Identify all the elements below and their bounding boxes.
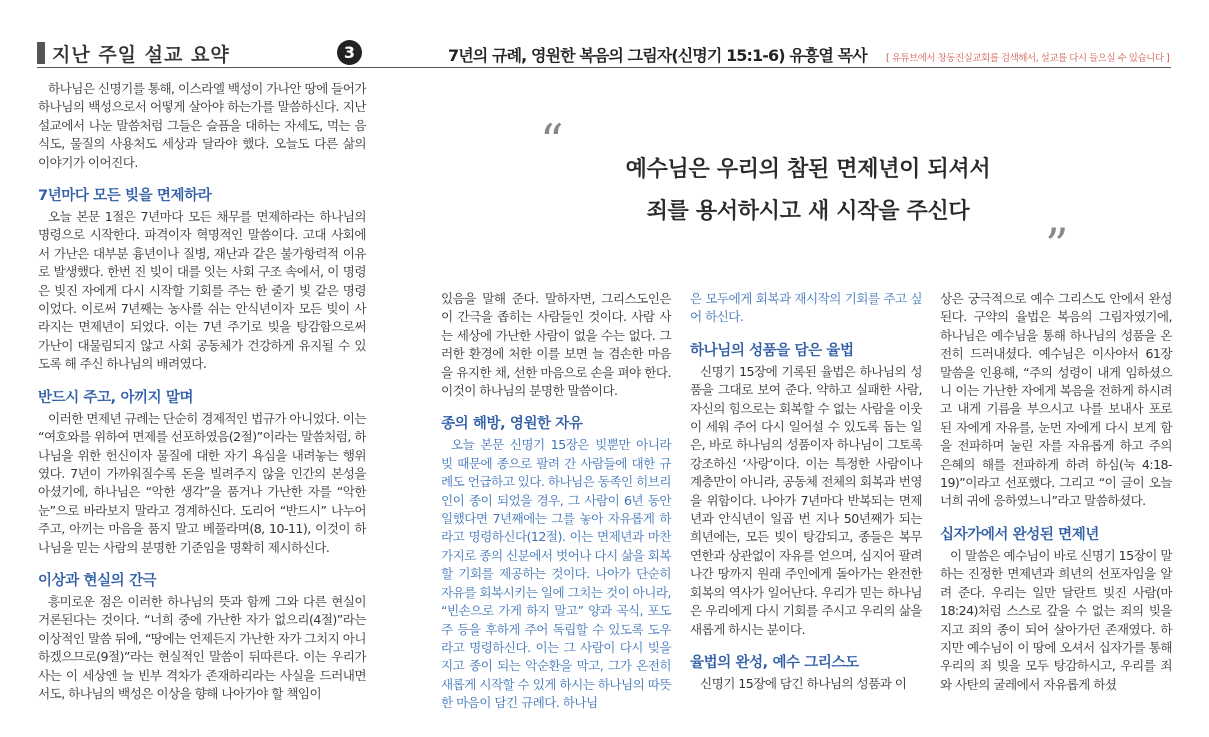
- youtube-note: [ 유튜브에서 창동진실교회를 검색해서, 설교를 다시 들으실 수 있습니다 ]: [886, 53, 1170, 64]
- open-quote-icon: “: [540, 114, 564, 168]
- heading-law-fulfilled: 율법의 완성, 예수 그리스도: [690, 654, 859, 671]
- page-header: [0, 0, 1209, 68]
- paragraph: 이 말씀은 예수님이 바로 신명기 15장이 말하는 진정한 면제년과 희년의 선포자임을 알려 준다. 우리는 일만 달란트 빚진 사람(마 18:24)처럼 스스로 갚을 수 없는 죄의 빚을 지고 죄의 종이 되어 살아가던 존재였다. 하지만 예수님이 이 땅에 오셔서 십자가를 통해 우리의 죄 빚을 모두 탕감하시고, 우리를 죄와 사탄의 굴레에서 자유롭게 하셨: [940, 547, 1172, 692]
- column-3: [690, 290, 922, 693]
- paragraph: 상은 궁극적으로 예수 그리스도 안에서 완성된다. 구약의 율법은 복음의 그림자였기에, 하나님은 예수님을 통해 하나님의 성품을 온전히 드러내셨다. 예수님은 이사야서 61장 말씀을 인용해, “주의 성령이 내게 임하셨으니 이는 가난한 자에게 복음을 전하게 하시려고 내게 기름을 부으시고 나를 보내사 포로 된 자에게 자유를, 눈먼 자에게 다시 보게 함을 전파하며 눌린 자를 자유롭게 하고 주의 은혜의 해를 전파하게 하려 하심(눅 4:18-19)”이라고 선포했다. 그리고 “이 글이 오늘 너희 귀에 응하였느니”라고 말씀하셨다.: [940, 291, 1172, 509]
- paragraph: 오늘 본문 1절은 7년마다 모든 채무를 면제하라는 하나님의 명령으로 시작한다. 파격이자 혁명적인 말씀이다. 고대 사회에서 가난은 대부분 흉년이나 질병, 재난과 같은 불가항력적 이유로 발생했다. 한번 진 빚이 대를 잇는 사회 구조 속에서, 이 명령은 빚진 자에게 다시 시작할 기회를 주는 한 줄기 빛 같은 명령이었다. 이로써 7년째는 농사를 쉬는 안식년이자 모든 빚이 사라지는 면제년이 되었다. 이는 7년 주기로 빚을 탕감함으로써 가난이 대물림되지 않고 사회 공동체가 건강하게 유지될 수 있도록 해 주신 하나님의 배려였다.: [38, 209, 366, 372]
- heading-cross-jubilee: 십자가에서 완성된 면제년: [940, 526, 1099, 543]
- pull-quote-line-2: 죄를 용서하시고 새 시작을 주신다: [646, 198, 970, 224]
- close-quote-icon: ”: [1045, 218, 1069, 272]
- pull-quote-line-1: 예수님은 우리의 참된 면제년이 되셔서: [625, 156, 991, 182]
- paragraph: 흥미로운 점은 이러한 하나님의 뜻과 함께 그와 다른 현실이 거론된다는 것이다. “너희 중에 가난한 자가 없으리(4절)”라는 이상적인 말씀 뒤에, “땅에는 언제든지 가난한 자가 그치지 아니하겠으므로(9절)”라는 현실적인 말씀이 뒤따른다. 이는 우리가 사는 이 세상엔 늘 빈부 격차가 존재하리라는 사실을 드러내면서도, 하나님의 백성은 이상을 향해 나아가야 할 책임이: [38, 593, 366, 701]
- sermon-title: 7년의 규례, 영원한 복음의 그림자(신명기 15:1-6) 유흥열 목사: [448, 46, 867, 65]
- heading-ideal-reality-gap: 이상과 현실의 간극: [38, 572, 157, 589]
- highlighted-paragraph: 은 모두에게 회복과 재시작의 기회를 주고 싶어 하신다.: [690, 291, 922, 325]
- page-number-badge: 3: [337, 40, 362, 65]
- heading-servant-freedom: 종의 해방, 영원한 자유: [441, 416, 583, 433]
- heading-give-generously: 반드시 주고, 아끼지 말며: [38, 389, 194, 406]
- paragraph: 신명기 15장에 기록된 율법은 하나님의 성품을 그대로 보여 준다. 약하고 실패한 사람, 자신의 힘으로는 회복할 수 없는 사람을 이웃이 세워 주어 다시 일어설 수 있도록 돕는 일은, 바로 하나님의 성품이자 하나님이 그토록 강조하신 ‘사랑’이다. 이는 특정한 사람이나 계층만이 아니라, 공동체 전체의 회복과 번영을 위함이다. 나아가 7년마다 반복되는 면제년과 안식년이 일곱 번 지나 50년째가 되는 희년에는, 모든 빚이 탕감되고, 종들은 복무연한과 상관없이 자유를 얻으며, 심지어 팔려 나간 땅까지 원래 주인에게 돌아가는 완전한 회복의 역사가 일어난다. 우리가 믿는 하나님은 우리에게 다시 기회를 주시고 우리의 삶을 새롭게 하시는 분이다.: [690, 363, 922, 637]
- section-marker: [37, 42, 45, 64]
- heading-debt-release: 7년마다 모든 빚을 면제하라: [38, 188, 212, 205]
- column-2: [441, 290, 671, 713]
- section-label: 지난 주일 설교 요약: [52, 44, 230, 66]
- intro-paragraph: 하나님은 신명기를 통해, 이스라엘 백성이 가나안 땅에 들어가 하나님의 백성으로서 어떻게 살아야 하는가를 말씀하신다. 지난 설교에서 나눈 말씀처럼 그들은 슬픔을 대하는 자세도, 먹는 음식도, 물질의 사용처도 세상과 달라야 했다. 오늘도 다른 삶의 이야기가 이어진다.: [38, 81, 367, 170]
- highlighted-paragraph: 오늘 본문 신명기 15장은 빚뿐만 아니라 빚 때문에 종으로 팔려 간 사람들에 대한 규례도 언급하고 있다. 하나님은 동족인 히브리인이 종이 되었을 경우, 그 사람이 6년 동안 일했다면 7년째에는 그를 놓아 자유롭게 하라고 명령하신다(12절). 이는 면제년과 마찬가지로 종의 신분에서 벗어나 다시 삶을 회복할 기회를 제공하는 것이다. 나아가 단순히 자유를 회복시키는 일에 그치는 것이 아니라, “빈손으로 가게 하지 말고” 양과 곡식, 포도주 등을 후하게 주어 독립할 수 있도록 도우라고 명령하신다. 이는 그 사람이 다시 빚을 지고 종이 되는 악순환을 막고, 그가 온전히 새롭게 시작할 수 있게 하시는 하나님의 따뜻한 마음이 담긴 규례다. 하나님: [441, 437, 671, 711]
- paragraph: 신명기 15장에 담긴 하나님의 성품과 이: [700, 675, 907, 691]
- heading-law-character: 하나님의 성품을 담은 율법: [690, 342, 854, 359]
- header-divider: [37, 67, 1171, 68]
- column-4: [940, 290, 1172, 694]
- column-1: [38, 80, 366, 703]
- paragraph: 있음을 말해 준다. 말하자면, 그리스도인은 이 간극을 좁히는 사람들인 것이다. 사람 사는 세상에 가난한 사람이 없을 수는 없다. 그러한 환경에 처한 이를 보면 늘 겸손한 마음을 유지한 채, 선한 마음으로 손을 펴야 한다. 이것이 하나님의 분명한 말씀이다.: [441, 291, 671, 399]
- paragraph: 이러한 면제년 규례는 단순히 경제적인 법규가 아니었다. 이는 “여호와를 위하여 면제를 선포하였음(2절)”이라는 말씀처럼, 하나님을 위한 헌신이자 물질에 대한 자기 욕심을 내려놓는 행위였다. 7년이 가까워질수록 돈을 빌려주지 않을 인간의 본성을 아셨기에, 하나님은 “악한 생각”을 품거나 가난한 자를 “악한 눈”으로 바라보지 말라고 경계하신다. 도리어 “반드시” 나누어 주고, 아끼는 마음을 품지 말고 베풀라며(8, 10-11), 이것이 하나님을 믿는 사람의 분명한 기준임을 명확히 제시하신다.: [38, 410, 367, 555]
